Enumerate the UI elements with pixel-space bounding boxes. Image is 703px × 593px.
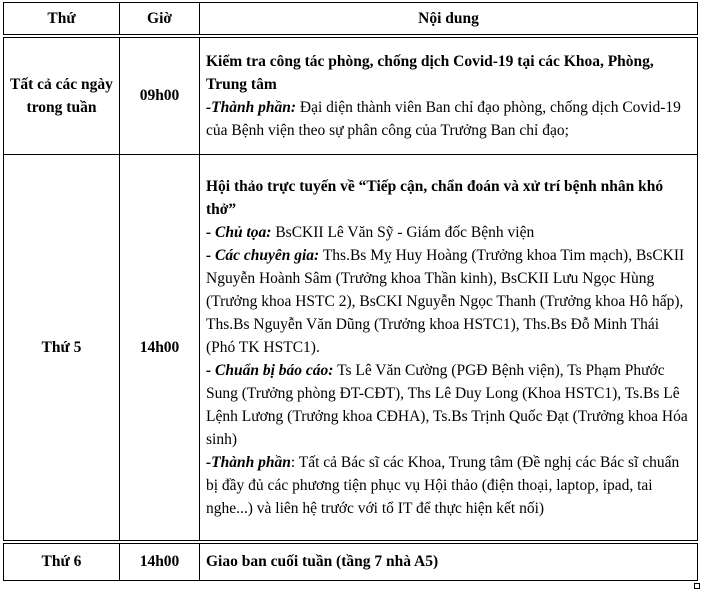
reports (206, 359, 691, 451)
experts (206, 244, 691, 359)
table-row (4, 36, 698, 154)
table-row (4, 154, 698, 542)
content-cell (200, 36, 698, 154)
chair-text: BsCKII Lê Văn Sỹ - Giám đốc Bệnh viện (271, 223, 535, 241)
participants (206, 451, 691, 520)
day-cell: Tất cả các ngày trong tuần (4, 36, 120, 154)
day-cell: Thứ 5 (4, 154, 120, 542)
participants-text: Đại diện thành viên Ban chỉ đạo phòng, chống dịch Covid-19 của Bệnh viện theo sự phân công của Trưởng Ban chỉ đạo; (206, 98, 681, 139)
event-title: Hội thảo trực tuyến về “Tiếp cận, chẩn đoán và xử trí bệnh nhân khó thở” (206, 177, 664, 218)
experts-text: Ths.Bs Mỵ Huy Hoàng (Trưởng khoa Tim mạch), BsCKII Nguyễn Hoành Sâm (Trưởng khoa Thần kinh), BsCKII Lưu Ngọc Hùng (Trưởng khoa HSTC 2), BsCKI Nguyễn Ngọc Thanh (Trưởng khoa Hô hấp), Ths.Bs Nguyễn Văn Dũng (Trưởng khoa HSTC1), Ths.Bs Đỗ Minh Thái (Phó TK HSTC1). (206, 246, 685, 356)
experts-label: - Các chuyên gia: (206, 246, 320, 264)
header-row (4, 3, 698, 37)
participants (206, 96, 691, 142)
content-cell (200, 542, 698, 580)
time-cell: 14h00 (120, 154, 200, 542)
content-cell (200, 154, 698, 542)
time-cell: 09h00 (120, 36, 200, 154)
header-time: Giờ (120, 3, 200, 37)
participants-label: -Thành phần: (206, 98, 297, 116)
chair-label: - Chủ tọa: (206, 223, 272, 241)
header-content: Nội dung (200, 3, 698, 37)
schedule-table (3, 2, 698, 581)
table-row (4, 542, 698, 580)
chair (206, 221, 691, 244)
time-cell: 14h00 (120, 542, 200, 580)
reports-text: Ts Lê Văn Cường (PGĐ Bệnh viện), Ts Phạm Phước Sung (Trưởng phòng ĐT-CĐT), Ths Lê Duy Long (Khoa HSTC1), Ts.Bs Lê Lệnh Lương (Trưởng khoa CĐHA), Ts.Bs Trịnh Quốc Đạt (Trưởng khoa Hóa sinh) (206, 361, 688, 448)
header-day: Thứ (4, 3, 120, 37)
participants-text: : Tất cả Bác sĩ các Khoa, Trung tâm (Đề nghị các Bác sĩ chuẩn bị đầy đủ các phương tiện phục vụ Hội thảo (điện thoại, laptop, ipad, tai nghe...) và liên hệ trước với tổ IT để thực hiện kết nối) (206, 453, 680, 517)
day-cell: Thứ 6 (4, 542, 120, 580)
event-title: Giao ban cuối tuần (tầng 7 nhà A5) (206, 553, 439, 571)
resize-handle[interactable] (694, 583, 700, 589)
participants-label: -Thành phần (206, 453, 291, 471)
event-title: Kiểm tra công tác phòng, chống dịch Covid-19 tại các Khoa, Phòng, Trung tâm (206, 52, 654, 93)
reports-label: - Chuẩn bị báo cáo: (206, 361, 334, 379)
